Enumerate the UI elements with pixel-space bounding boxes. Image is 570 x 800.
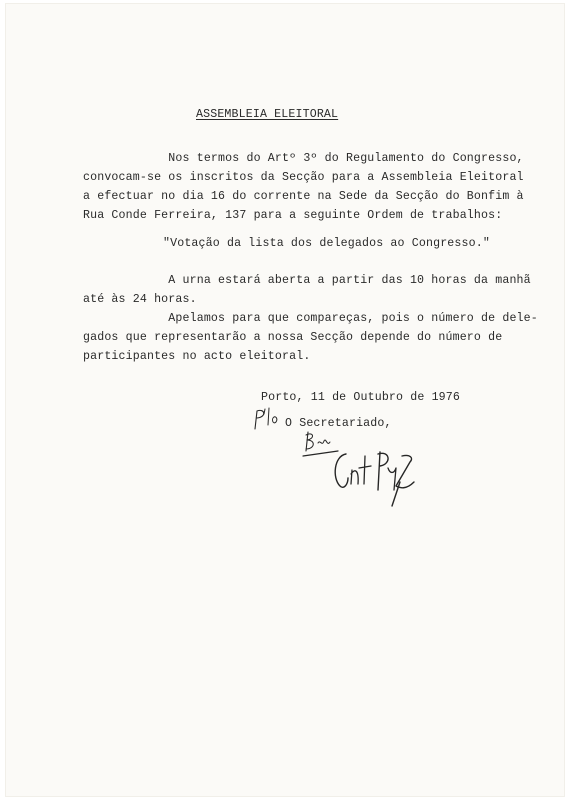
agenda-quote: "Votação da lista dos delegados ao Congresso." [163,237,490,250]
handwritten-note [251,405,285,433]
paragraph-convocation-line-4: Rua Conde Ferreira, 137 para a seguinte Ordem de trabalhos: [83,209,503,222]
paragraph-appeal [83,309,538,366]
paragraph-appeal-line-3: participantes no acto eleitoral. [83,350,311,363]
paragraph-opening-hours-line-2: até às 24 horas. [83,293,197,306]
paragraph-appeal-line-1: Apelamos para que compareças, pois o número de dele- [83,312,538,325]
paragraph-opening-hours [83,271,531,309]
document-page [6,4,564,796]
document-title: ASSEMBLEIA ELEITORAL [196,108,339,121]
date-line: Porto, 11 de Outubro de 1976 [261,391,461,404]
paragraph-convocation-line-1: Nos termos do Artº 3º do Regulamento do Congresso, [83,152,524,165]
paragraph-appeal-line-2: gados que representarão a nossa Secção depende do número de [83,331,503,344]
signatory-line: O Secretariado, [285,417,392,430]
signature [328,444,420,508]
paragraph-convocation [83,149,524,225]
paragraph-convocation-line-2: convocam-se os inscritos da Secção para a Assembleia Eleitoral [83,171,524,184]
paragraph-convocation-line-3: a efectuar no dia 16 do corrente na Sede da Secção do Bonfim à [83,190,524,203]
paragraph-opening-hours-line-1: A urna estará aberta a partir das 10 horas da manhã [83,274,531,287]
